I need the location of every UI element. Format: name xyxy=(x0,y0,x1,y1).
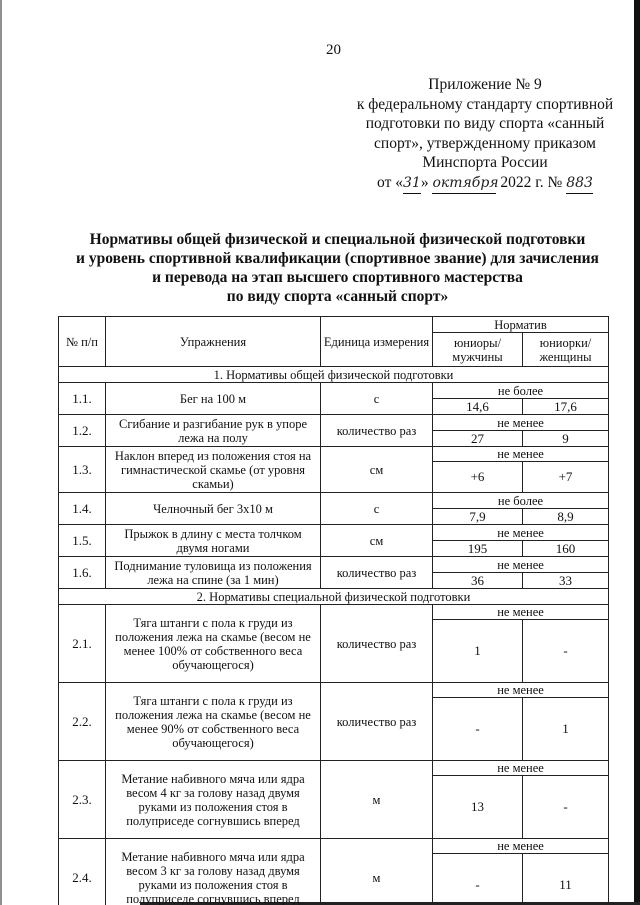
table-row xyxy=(59,605,609,620)
norm-condition: не менее xyxy=(433,839,609,854)
unit: см xyxy=(321,447,433,493)
section-header-row xyxy=(59,367,609,383)
header-exercise: Упражнения xyxy=(106,317,321,367)
exercise-name: Бег на 100 м xyxy=(106,383,321,415)
title-line: и перевода на этап высшего спортивного мастерства xyxy=(152,269,523,286)
exercise-name: Челночный бег 3x10 м xyxy=(106,493,321,525)
value-female: +7 xyxy=(523,462,609,493)
unit: количество раз xyxy=(321,415,433,447)
date-mid: » xyxy=(420,173,433,191)
norm-condition: не менее xyxy=(433,761,609,776)
header-unit: Единица измерения xyxy=(321,317,433,367)
document-title xyxy=(60,230,615,306)
unit: количество раз xyxy=(321,605,433,683)
page-number: 20 xyxy=(326,42,341,58)
value-female: 17,6 xyxy=(523,399,609,415)
row-number: 2.1. xyxy=(59,605,106,683)
value-female: 33 xyxy=(523,573,609,589)
value-male: +6 xyxy=(433,462,523,493)
norm-condition: не менее xyxy=(433,557,609,573)
table-row xyxy=(59,839,609,854)
row-number: 2.3. xyxy=(59,761,106,839)
table-row xyxy=(59,447,609,462)
value-male: 7,9 xyxy=(433,509,523,525)
unit: м xyxy=(321,761,433,839)
table-row xyxy=(59,525,609,541)
row-number: 1.6. xyxy=(59,557,106,589)
title-line: Нормативы общей физической и специальной физической подготовки xyxy=(89,231,586,248)
value-female: 9 xyxy=(523,431,609,447)
appendix-line: Приложение № 9 xyxy=(428,76,542,93)
handwritten-day: 31 xyxy=(403,174,421,195)
handwritten-month: октября xyxy=(432,174,496,195)
appendix-line: к федеральному стандарту спортивной xyxy=(356,95,614,113)
unit: с xyxy=(321,493,433,525)
date-year: 2022 г. № xyxy=(496,173,567,191)
table-row xyxy=(59,383,609,399)
table-row xyxy=(59,557,609,573)
section-header-row xyxy=(59,589,609,605)
appendix-header xyxy=(340,75,630,194)
exercise-name: Поднимание туловища из положения лежа на спине (за 1 мин) xyxy=(106,557,321,589)
table-row xyxy=(59,493,609,509)
norm-condition: не менее xyxy=(433,415,609,431)
scan-edge-left xyxy=(0,0,2,905)
value-female: 11 xyxy=(523,854,609,905)
row-number: 2.4. xyxy=(59,839,106,905)
order-date-line xyxy=(340,173,630,195)
norm-condition: не более xyxy=(433,493,609,509)
exercise-name: Метание набивного мяча или ядра весом 3 кг за голову назад двумя руками из положения стоя в полуприседе согнувшись вперед xyxy=(106,839,321,905)
norm-condition: не менее xyxy=(433,605,609,620)
unit: количество раз xyxy=(321,683,433,761)
value-male: - xyxy=(433,698,523,761)
value-male: 27 xyxy=(433,431,523,447)
row-number: 1.2. xyxy=(59,415,106,447)
exercise-name: Метание набивного мяча или ядра весом 4 кг за голову назад двумя руками из положения стоя в полуприседе согнувшись вперед xyxy=(106,761,321,839)
norm-condition: не более xyxy=(433,383,609,399)
value-male: 13 xyxy=(433,776,523,839)
value-male: 36 xyxy=(433,573,523,589)
value-female: - xyxy=(523,620,609,683)
title-line: и уровень спортивной квалификации (спортивное звание) для зачисления xyxy=(76,250,599,267)
exercise-name: Сгибание и разгибание рук в упоре лежа на полу xyxy=(106,415,321,447)
title-line: по виду спорта «санный спорт» xyxy=(226,288,449,305)
exercise-name: Тяга штанги с пола к груди из положения лежа на скамье (весом не менее 100% от собственного веса обучающегося) xyxy=(106,605,321,683)
norm-condition: не менее xyxy=(433,447,609,462)
appendix-line: Минспорта России xyxy=(422,154,548,171)
unit: количество раз xyxy=(321,557,433,589)
row-number: 1.1. xyxy=(59,383,106,415)
table-row xyxy=(59,415,609,431)
value-female: 8,9 xyxy=(523,509,609,525)
value-male: 14,6 xyxy=(433,399,523,415)
unit: см xyxy=(321,525,433,557)
date-prefix: от « xyxy=(377,173,403,191)
value-female: 160 xyxy=(523,541,609,557)
table-row xyxy=(59,683,609,698)
value-female: - xyxy=(523,776,609,839)
value-female: 1 xyxy=(523,698,609,761)
scan-edge-right xyxy=(634,0,640,905)
unit: м xyxy=(321,839,433,905)
unit: с xyxy=(321,383,433,415)
header-norm: Норматив xyxy=(433,317,609,333)
norm-condition: не менее xyxy=(433,525,609,541)
section-title: 2. Нормативы специальной физической подготовки xyxy=(59,589,609,605)
value-male: - xyxy=(433,854,523,905)
section-title: 1. Нормативы общей физической подготовки xyxy=(59,367,609,383)
row-number: 2.2. xyxy=(59,683,106,761)
table-row xyxy=(59,761,609,776)
norm-condition: не менее xyxy=(433,683,609,698)
row-number: 1.5. xyxy=(59,525,106,557)
header-num: № п/п xyxy=(59,317,106,367)
norms-table-body xyxy=(59,367,609,905)
exercise-name: Тяга штанги с пола к груди из положения лежа на скамье (весом не менее 90% от собственного веса обучающегося) xyxy=(106,683,321,761)
value-male: 1 xyxy=(433,620,523,683)
header-female: юниорки/ женщины xyxy=(523,333,609,367)
exercise-name: Наклон вперед из положения стоя на гимнастической скамье (от уровня скамьи) xyxy=(106,447,321,493)
row-number: 1.3. xyxy=(59,447,106,493)
exercise-name: Прыжок в длину с места толчком двумя ногами xyxy=(106,525,321,557)
handwritten-order-number: 883 xyxy=(566,174,593,195)
value-male: 195 xyxy=(433,541,523,557)
appendix-line: подготовки по виду спорта «санный xyxy=(365,115,605,132)
norms-table xyxy=(58,316,609,905)
row-number: 1.4. xyxy=(59,493,106,525)
appendix-line: спорт», утвержденному приказом xyxy=(374,134,596,152)
header-male: юниоры/ мужчины xyxy=(433,333,523,367)
